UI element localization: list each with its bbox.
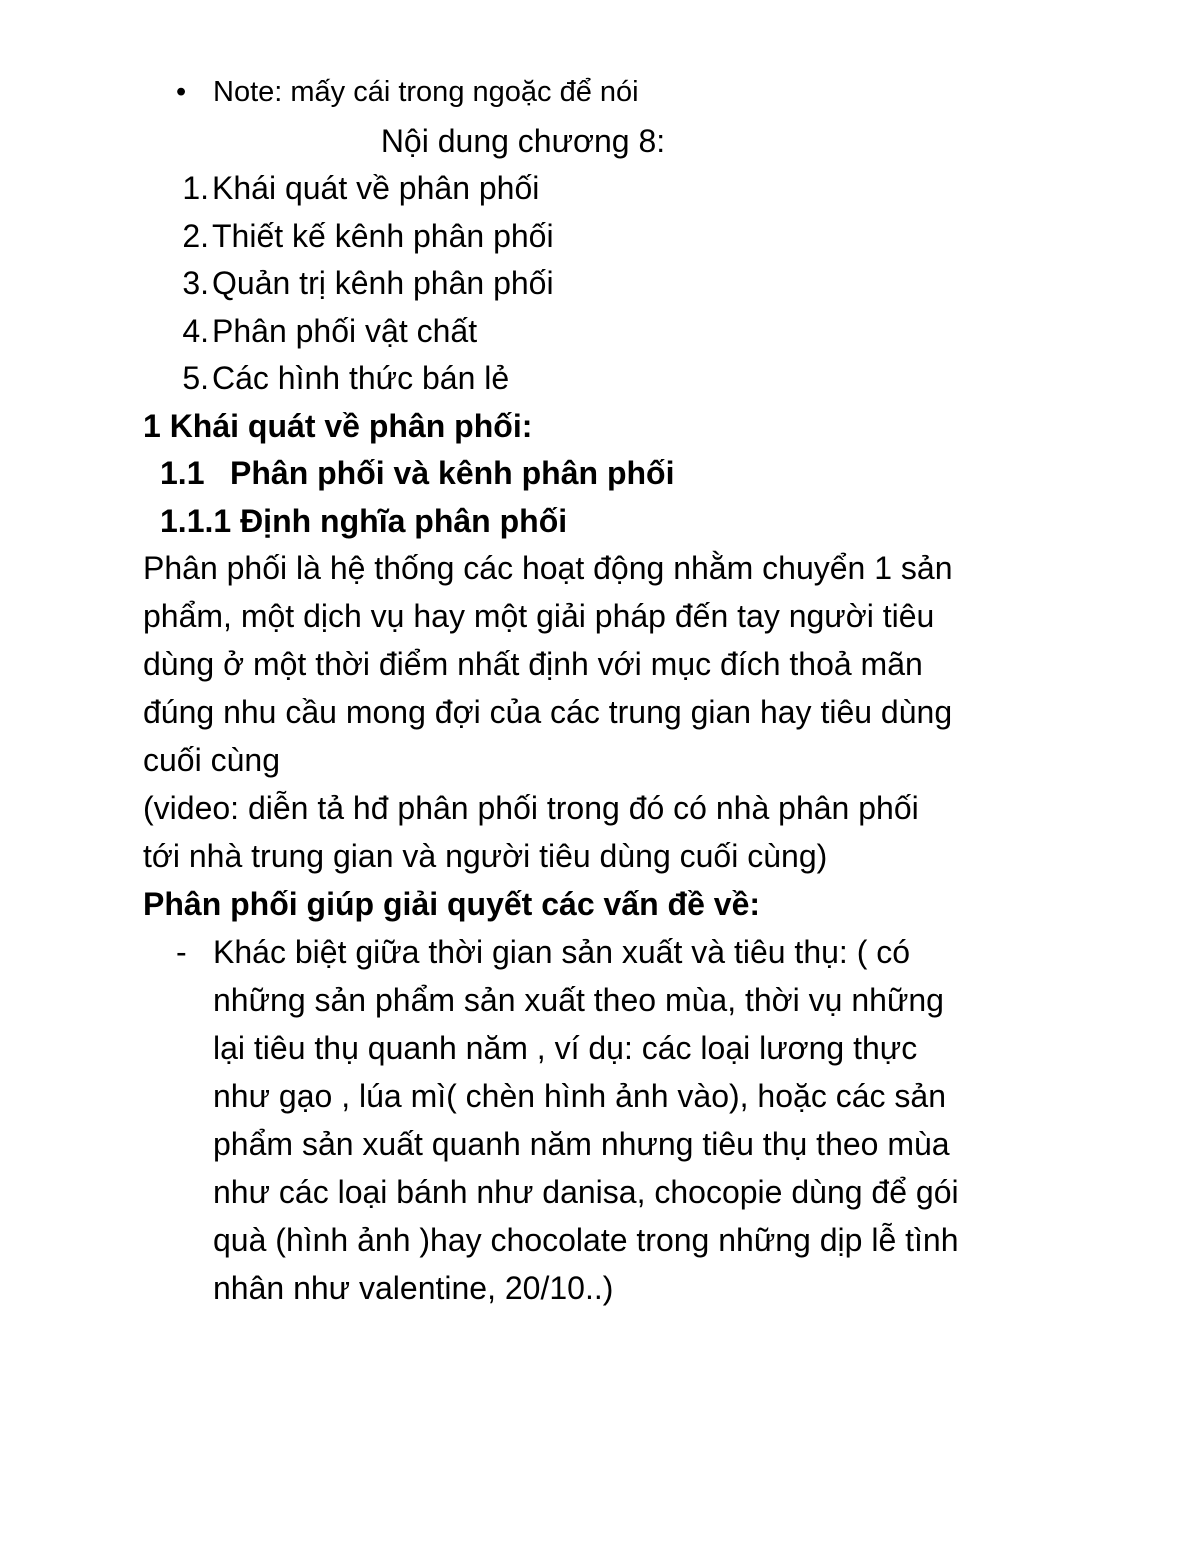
- list-item-text: [213, 928, 1063, 1312]
- item-line: như các loại bánh như danisa, chocopie dùng để gói: [213, 1174, 959, 1210]
- subsection-heading: [143, 449, 1073, 497]
- outline-label: Các hình thức bán lẻ: [212, 360, 510, 396]
- outline-number: 4.: [182, 312, 209, 349]
- subsection-title: Phân phối và kênh phân phối: [230, 455, 675, 491]
- chapter-outline: [143, 164, 1073, 402]
- item-line: lại tiêu thụ quanh năm , ví dụ: các loại lương thực: [213, 1030, 918, 1066]
- bullet-icon: •: [176, 76, 187, 108]
- video-note-paragraph: [143, 784, 1073, 880]
- note-bullet-item: [143, 68, 1073, 116]
- solves-heading: Phân phối giúp giải quyết các vấn đề về:: [143, 886, 761, 922]
- outline-label: Thiết kế kênh phân phối: [212, 217, 554, 254]
- document-content: [143, 68, 1073, 1312]
- paragraph-line: đúng nhu cầu mong đợi của các trung gian hay tiêu dùng: [143, 694, 953, 730]
- outline-item: [143, 354, 1073, 402]
- outline-item: [143, 307, 1073, 355]
- outline-number: 5.: [182, 360, 209, 396]
- paragraph-line: cuối cùng: [143, 742, 280, 778]
- dash-marker: -: [176, 934, 187, 970]
- list-item: [143, 928, 1073, 1312]
- outline-number: 2.: [182, 217, 209, 254]
- issues-list: [143, 928, 1073, 1312]
- outline-label: Phân phối vật chất: [212, 312, 478, 349]
- outline-item: [143, 212, 1073, 260]
- item-line: phẩm sản xuất quanh năm nhưng tiêu thụ theo mùa: [213, 1126, 950, 1162]
- outline-number: 3.: [182, 265, 209, 301]
- outline-label: Quản trị kênh phân phối: [212, 265, 554, 301]
- subsection-number: 1.1: [160, 455, 205, 491]
- item-line: những sản phẩm sản xuất theo mùa, thời vụ những: [213, 982, 944, 1018]
- item-line: quà (hình ảnh )hay chocolate trong những dịp lễ tình: [213, 1222, 959, 1258]
- outline-item: [143, 259, 1073, 307]
- definition-paragraph: [143, 544, 1073, 784]
- paragraph-line: (video: diễn tả hđ phân phối trong đó có nhà phân phối: [143, 790, 919, 826]
- paragraph-line: Phân phối là hệ thống các hoạt động nhằm chuyển 1 sản: [143, 550, 953, 586]
- paragraph-line: dùng ở một thời điểm nhất định với mục đích thoả mãn: [143, 646, 923, 682]
- outline-label: Khái quát về phân phối: [212, 170, 540, 206]
- item-line: như gạo , lúa mì( chèn hình ảnh vào), hoặc các sản: [213, 1078, 946, 1114]
- item-line: Khác biệt giữa thời gian sản xuất và tiêu thụ: ( có: [213, 934, 911, 970]
- paragraph-line: tới nhà trung gian và người tiêu dùng cuối cùng): [143, 838, 828, 874]
- chapter-title: Nội dung chương 8:: [380, 123, 666, 159]
- outline-item: [143, 164, 1073, 212]
- outline-number: 1.: [182, 170, 209, 206]
- paragraph-line: phẩm, một dịch vụ hay một giải pháp đến tay người tiêu: [143, 598, 935, 634]
- subsubsection-heading: 1.1.1 Định nghĩa phân phối: [160, 502, 568, 539]
- section-heading: 1 Khái quát về phân phối:: [143, 407, 533, 444]
- note-text: Note: mấy cái trong ngoặc để nói: [213, 76, 639, 108]
- item-line: nhân như valentine, 20/10..): [213, 1270, 614, 1306]
